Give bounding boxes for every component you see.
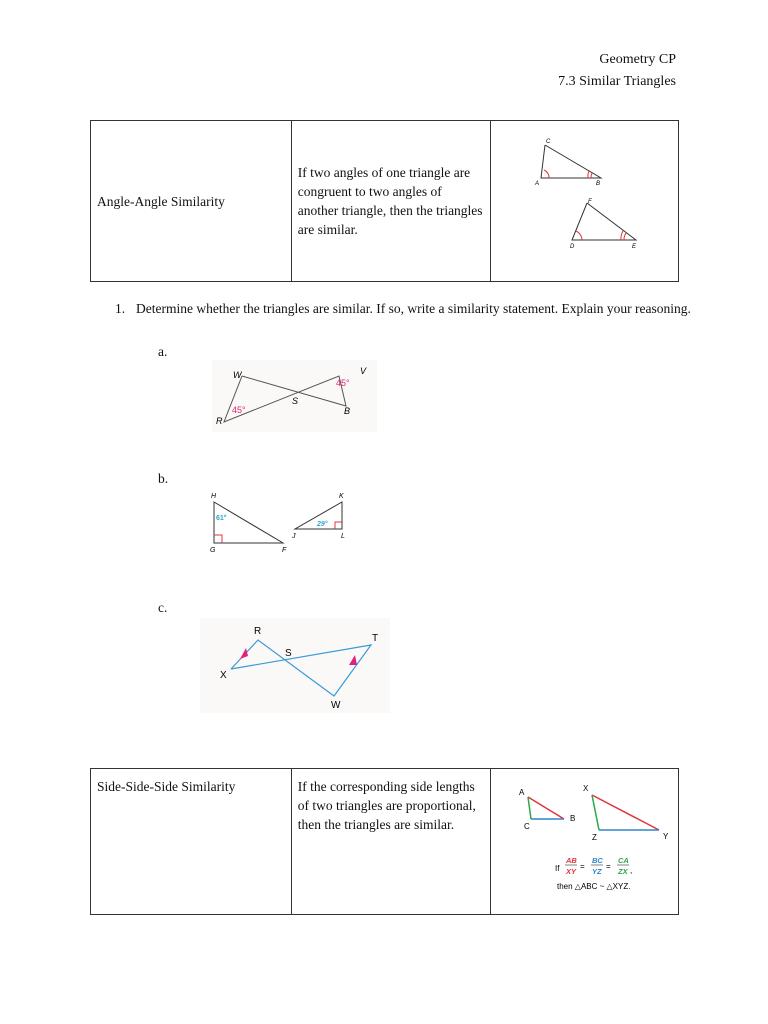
formula-ab: AB <box>566 856 578 865</box>
label-w: W <box>331 700 341 711</box>
part-b-label: b. <box>158 471 169 486</box>
part-c-figure <box>200 618 390 713</box>
question-number: 1. <box>115 301 126 316</box>
question-text: Determine whether the triangles are similar. If so, write a similarity statement. Explain your reasoning. <box>136 301 691 316</box>
part-a-figure <box>212 360 377 432</box>
side-ab <box>528 797 564 819</box>
part-a-label: a. <box>158 344 168 359</box>
course-title: Geometry CP <box>599 52 676 67</box>
formula-ca: CA <box>618 856 630 865</box>
label-x: X <box>220 670 227 681</box>
angle-mark-e1 <box>624 233 626 240</box>
aa-rule-name: Angle-Angle Similarity <box>91 121 292 282</box>
sss-triangles-figure <box>491 769 686 906</box>
part-c-label: c. <box>158 600 168 615</box>
angle-mark-b2 <box>588 171 589 178</box>
label-w: W <box>233 370 242 380</box>
aa-rule-statement: If two angles of one triangle are congruent to two angles of another triangle, then the triangles are similar. <box>291 121 491 282</box>
side-ca <box>528 797 531 819</box>
label-s: S <box>292 396 299 406</box>
label-g: G <box>210 547 216 554</box>
label-h: H <box>211 493 217 500</box>
lesson-title: 7.3 Similar Triangles <box>558 74 676 89</box>
formula-zx: ZX <box>618 867 629 876</box>
label-z: Z <box>592 833 598 842</box>
aa-triangles-figure <box>491 121 686 276</box>
angle-h: 61° <box>216 515 227 522</box>
angle-mark-b1 <box>591 173 592 178</box>
label-x: X <box>583 784 589 793</box>
label-k: K <box>339 493 344 500</box>
aa-similarity-table <box>90 120 679 282</box>
angle-v: 45° <box>336 378 350 388</box>
part-b-figure <box>205 486 355 558</box>
angle-r: 45° <box>232 405 246 415</box>
label-a: A <box>519 788 525 797</box>
sss-rule-statement: If the corresponding side lengths of two triangles are proportional, then the triangles are similar. <box>291 769 491 915</box>
label-f: F <box>588 199 593 205</box>
sss-similarity-table <box>90 768 679 915</box>
formula-then: then △ABC ~ △XYZ. <box>557 882 631 891</box>
angle-mark-a <box>544 170 549 178</box>
label-f: F <box>282 547 287 554</box>
triangle-hgf <box>214 502 283 543</box>
label-r: R <box>254 626 262 637</box>
label-v: V <box>360 366 367 376</box>
label-c: C <box>546 139 551 145</box>
label-b: B <box>570 814 576 823</box>
formula-comma: , <box>630 866 633 875</box>
label-e: E <box>632 244 637 250</box>
angle-j: 29° <box>317 521 328 528</box>
label-y: Y <box>663 832 669 841</box>
label-s: S <box>285 648 292 659</box>
label-l: L <box>341 533 345 540</box>
formula-bc: BC <box>592 856 604 865</box>
aa-figure-cell <box>491 121 679 282</box>
label-r: R <box>216 416 223 426</box>
label-c: C <box>524 822 531 831</box>
sss-rule-name: Side-Side-Side Similarity <box>91 769 292 915</box>
label-a: A <box>535 181 540 187</box>
side-zx <box>592 795 599 830</box>
sss-figure-cell <box>491 769 679 915</box>
label-d: D <box>570 244 575 250</box>
figure-background <box>200 618 390 713</box>
triangle-def <box>572 203 636 240</box>
label-b: B <box>344 406 351 416</box>
formula-if: If <box>555 864 560 873</box>
label-j: J <box>292 533 296 540</box>
right-angle-l <box>335 522 342 529</box>
formula-xy: XY <box>566 867 577 876</box>
angle-mark-d <box>576 231 582 240</box>
label-b: B <box>596 181 601 187</box>
formula-yz: YZ <box>592 867 603 876</box>
formula-eq-2: = <box>606 862 612 871</box>
side-xy <box>592 795 659 830</box>
formula-eq-1: = <box>580 862 586 871</box>
right-angle-g <box>214 535 222 543</box>
label-t: T <box>372 633 379 644</box>
angle-mark-e2 <box>621 231 623 240</box>
